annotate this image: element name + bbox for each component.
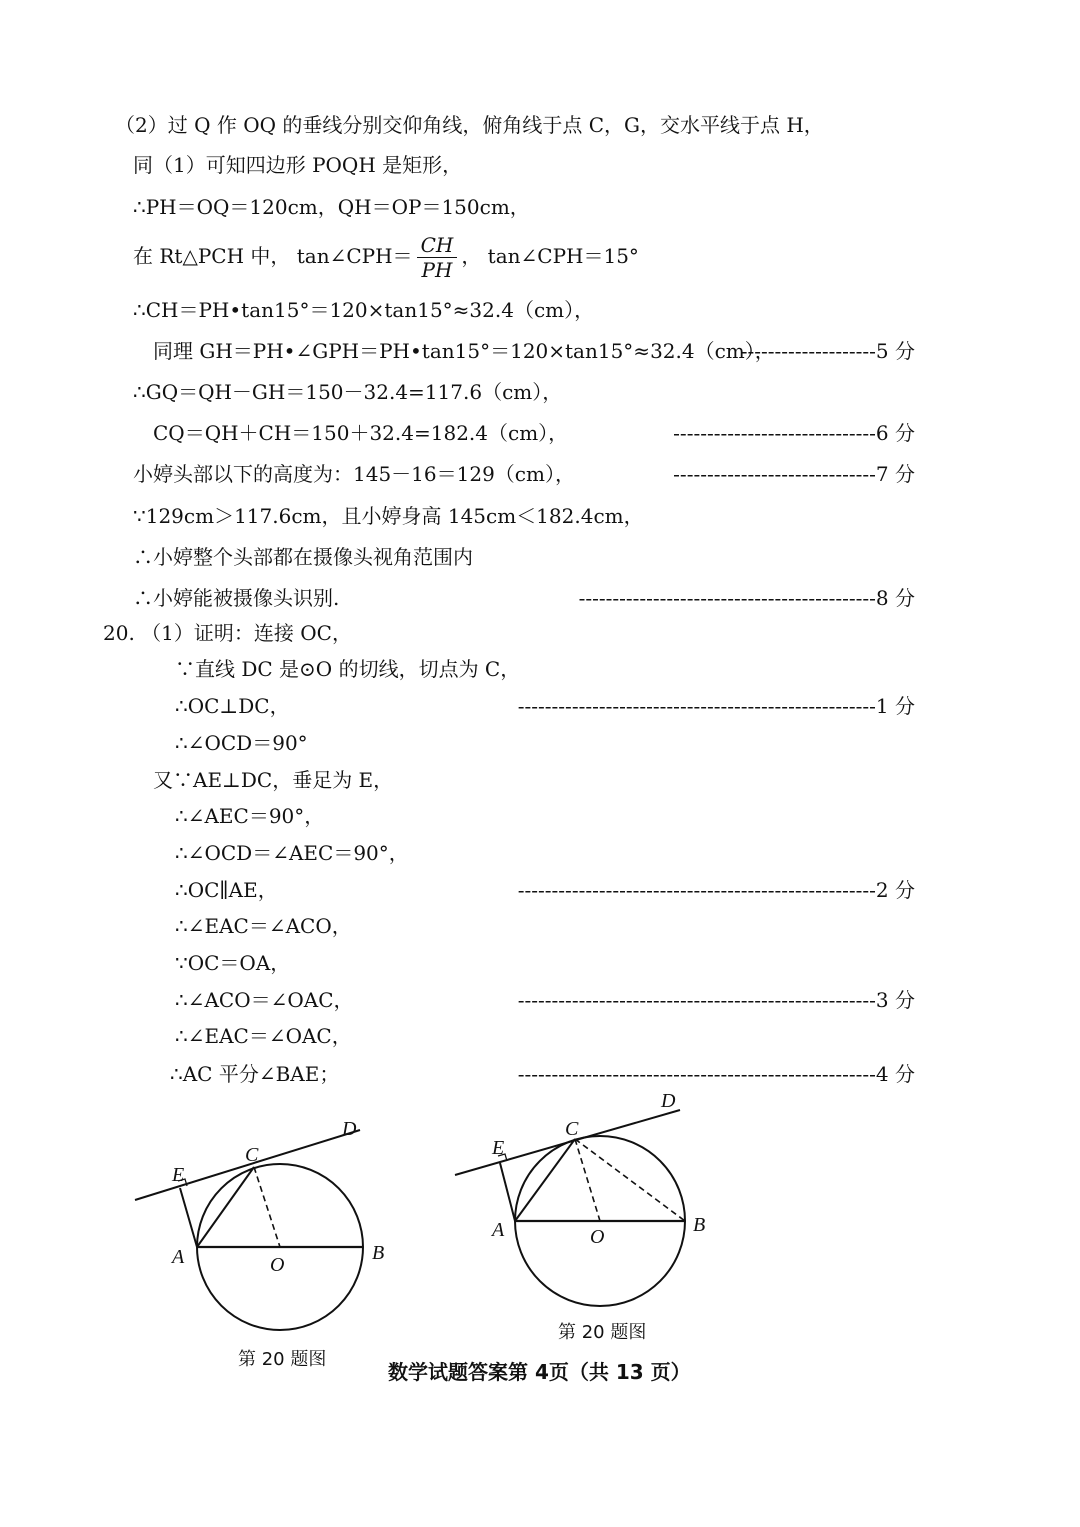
score-marker: -----------------------------------------------------1 分: [517, 694, 915, 718]
score-marker: ------------------------------6 分: [673, 421, 915, 445]
answer-line: ∴OC∥AE，: [175, 878, 278, 902]
label-B: B: [693, 1214, 706, 1236]
label-A: A: [172, 1246, 185, 1268]
answer-line: ∴∠AEC＝90°，: [175, 804, 325, 828]
score-marker: ------------------------------7 分: [673, 462, 915, 486]
figure-caption-right: 第 20 题图: [558, 1322, 647, 1343]
label-C: C: [245, 1144, 259, 1166]
label-B: B: [372, 1242, 385, 1264]
score-marker: -----------------------------------------------------3 分: [517, 988, 915, 1012]
answer-line: （2）过 Q 作 OQ 的垂线分别交仰角线，俯角线于点 C，G，交水平线于点 H，: [115, 113, 824, 137]
score-marker: -----------------------------------------------------2 分: [517, 878, 915, 902]
score-marker: -----------------------------------------------------4 分: [517, 1062, 915, 1086]
answer-line: ∴∠EAC＝∠OAC，: [175, 1024, 352, 1048]
figure-caption-left: 第 20 题图: [238, 1349, 327, 1370]
answer-line: ∴∠ACO＝∠OAC，: [175, 988, 354, 1012]
label-O: O: [590, 1226, 605, 1248]
figure-20-right: [445, 1085, 725, 1320]
answer-line: 20. （1）证明：连接 OC，: [103, 621, 352, 645]
answer-line: ∴∠EAC＝∠ACO，: [175, 914, 352, 938]
answer-line: 又∵AE⊥DC，垂足为 E，: [153, 768, 394, 792]
tan-suffix: ， tan∠CPH＝15°: [461, 244, 639, 268]
tan-line: [133, 232, 639, 282]
tan-prefix: 在 Rt△PCH 中， tan∠CPH＝: [133, 244, 413, 268]
answer-line: 同（1）可知四边形 POQH 是矩形，: [133, 153, 463, 177]
score-marker: --------------------------------------------8 分: [578, 586, 915, 610]
label-E: E: [172, 1164, 185, 1186]
score-marker: --------------------5 分: [740, 339, 915, 363]
answer-line: ∴GQ＝QH－GH＝150－32.4=117.6（cm），: [133, 380, 563, 404]
answer-line: ∴AC 平分∠BAE；: [170, 1062, 340, 1086]
label-C: C: [565, 1118, 579, 1140]
fraction: [417, 233, 458, 282]
answer-line: ∵OC＝OA，: [175, 951, 291, 975]
answer-line: 同理 GH＝PH•∠GPH＝PH•tan15°＝120×tan15°≈32.4（cm），: [153, 339, 775, 363]
label-A: A: [492, 1219, 505, 1241]
answer-line: ∴小婷整个头部都在摄像头视角范围内: [133, 545, 473, 569]
label-D: D: [661, 1090, 676, 1112]
figure-20-left: [120, 1105, 410, 1355]
label-D: D: [342, 1118, 357, 1140]
answer-line: ∴OC⊥DC，: [175, 694, 290, 718]
answer-line: 小婷头部以下的高度为：145－16＝129（cm），: [133, 462, 575, 486]
answer-line: ∴CH＝PH•tan15°＝120×tan15°≈32.4（cm），: [133, 298, 595, 322]
answer-line: ∴∠OCD＝∠AEC＝90°，: [175, 841, 409, 865]
label-E: E: [492, 1137, 505, 1159]
fraction-numerator: CH: [417, 233, 458, 258]
answer-line: CQ＝QH＋CH＝150＋32.4=182.4（cm），: [153, 421, 569, 445]
fraction-denominator: PH: [421, 258, 453, 282]
answer-line: ∵直线 DC 是⊙O 的切线，切点为 C，: [175, 657, 521, 681]
label-O: O: [270, 1254, 285, 1276]
answer-line: ∴小婷能被摄像头识别.: [133, 586, 340, 610]
answer-line: ∵129cm＞117.6cm，且小婷身高 145cm＜182.4cm，: [133, 504, 644, 528]
page-footer: 数学试题答案第 4页（共 13 页）: [388, 1360, 691, 1384]
answer-line: ∴∠OCD＝90°: [175, 731, 308, 755]
answer-line: ∴PH＝OQ＝120cm，QH＝OP＝150cm，: [133, 195, 530, 219]
